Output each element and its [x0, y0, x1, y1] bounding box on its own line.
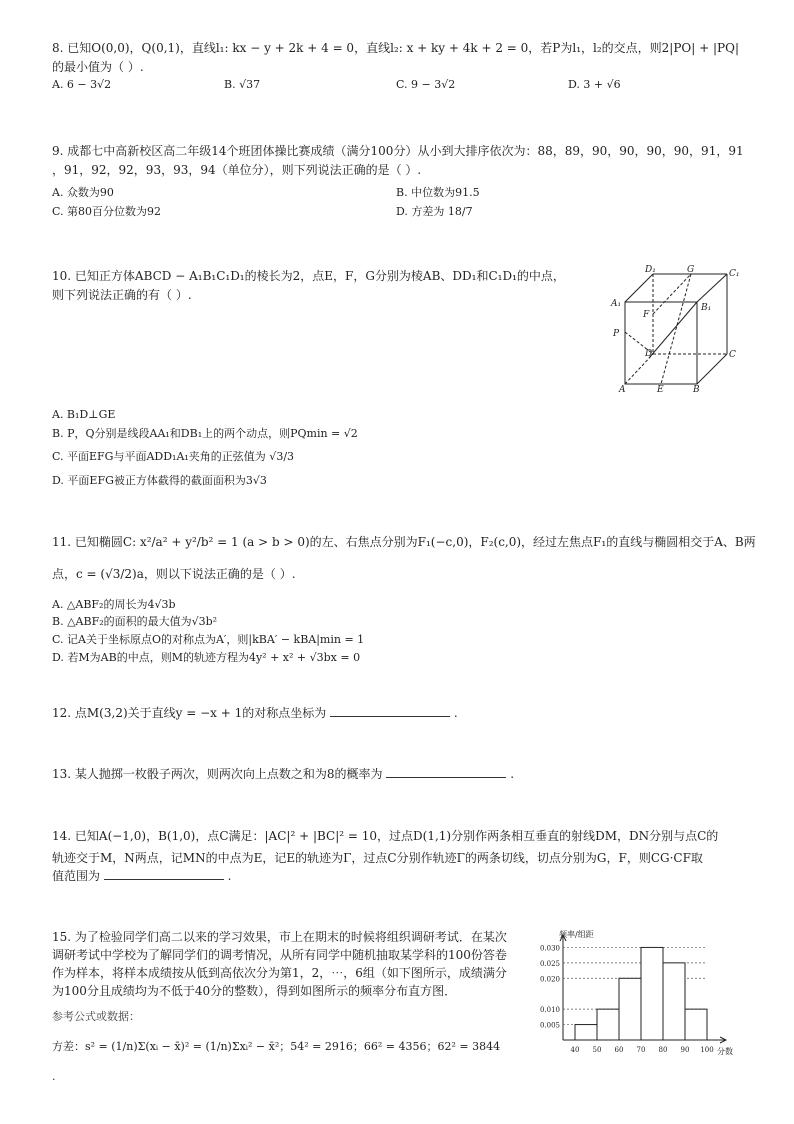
histogram-bar [575, 1025, 597, 1040]
q11-stem-line1: 11. 已知椭圆C: x²/a² + y²/b² = 1 (a > b > 0)的左、右焦点分别为F₁(−c,0)，F₂(c,0)，经过左焦点F₁的直线与椭圆相交于A、B两 [52, 535, 756, 549]
q12-text: 12. 点M(3,2)关于直线y = −x + 1的对称点坐标为 [52, 706, 327, 720]
q13-answer-blank[interactable] [386, 765, 506, 778]
histogram-y-axis-label: 频率/组距 [559, 930, 594, 939]
histogram-y-tick-label: 0.020 [539, 975, 560, 984]
label-a1: A₁ [611, 299, 622, 309]
q8-option-b: B. √37 [224, 78, 261, 91]
label-p: P [613, 329, 620, 339]
q14-stem-line2: 轨迹交于M，N两点，记MN的中点为E，记E的轨迹为Γ，过点C分别作轨迹Γ的两条切线，切点分别为G，F，则CG·CF取 [52, 851, 703, 865]
q12-stem [52, 703, 458, 723]
histogram-x-tick-label: 40 [570, 1046, 580, 1054]
histogram-y-tick-label: 0.005 [539, 1021, 560, 1030]
q15-trailing-dot: . [52, 1070, 56, 1083]
q11-option-d: D. 若M为AB的中点，则M的轨迹方程为4y² + x² + √3bx = 0 [52, 651, 361, 664]
q14-stem-line3 [52, 866, 232, 886]
histogram-x-tick-label: 90 [680, 1046, 690, 1054]
histogram-y-tick-label: 0.010 [539, 1006, 560, 1015]
histogram-bar [597, 1009, 619, 1040]
q14-stem-line1: 14. 已知A(−1,0)，B(1,0)，点C满足：|AC|² + |BC|² = 10，过点D(1,1)分别作两条相互垂直的射线DM，DN分别与点C的 [52, 829, 719, 843]
q11-option-a: A. △ABF₂的周长为4√3b [52, 598, 176, 611]
label-c1: C₁ [729, 269, 740, 279]
q14-text: 值范围为 [52, 869, 101, 883]
histogram-x-axis-label: 分数 [717, 1047, 733, 1056]
histogram-y-tick-label: 0.025 [539, 959, 560, 968]
diagonal-b1d [649, 302, 697, 358]
label-d: D [645, 349, 653, 359]
q13-period: . [510, 767, 515, 781]
label-b: B [693, 385, 700, 395]
q15-stem-line3: 作为样本，将样本成绩按从低到高依次分为第1，2，⋯，6组（如下图所示，成绩满分 [52, 966, 507, 980]
q8-option-a: A. 6 − 3√2 [52, 78, 112, 91]
frequency-histogram [525, 922, 750, 1062]
q9-option-c: C. 第80百分位数为92 [52, 205, 162, 218]
q12-answer-blank[interactable] [330, 704, 450, 717]
q15-stem-line4: 为100分且成绩均为不低于40分的整数），得到如图所示的频率分布直方图． [52, 984, 457, 998]
cube-figure [605, 262, 755, 397]
q9-option-d: D. 方差为 18/7 [396, 205, 473, 218]
label-e: E [657, 385, 664, 395]
q15-reference-label: 参考公式或数据： [52, 1010, 140, 1023]
histogram-x-tick-label: 70 [636, 1046, 646, 1054]
label-f: F [643, 310, 650, 320]
histogram-y-tick-label: 0.030 [539, 944, 560, 953]
q10-stem-line2: 则下列说法正确的有（ ）. [52, 288, 192, 302]
q11-option-c: C. 记A关于坐标原点O的对称点为A′，则|kBA′ − kBA|min = 1 [52, 633, 365, 646]
histogram-bar [619, 978, 641, 1040]
q14-period: . [227, 869, 232, 883]
q9-stem-line1: 9. 成都七中高新校区高二年级14个班团体操比赛成绩（满分100分）从小到大排序依次为：88，89，90，90，90，90，91，91 [52, 144, 744, 158]
q15-formula: 方差：s² = (1/n)Σ(xᵢ − x̄)² = (1/n)Σxᵢ² − x̄²；54² = 2916；66² = 4356；62² = 3844 [52, 1040, 501, 1053]
histogram-bar [641, 947, 663, 1040]
q9-stem-line2: ，91，92，92，93，93，94（单位分），则下列说法正确的是（ ）. [52, 163, 422, 177]
label-b1: B₁ [701, 303, 712, 313]
histogram-x-tick-label: 100 [700, 1046, 714, 1054]
label-a: A [619, 385, 626, 395]
q8-stem-line1: 8. 已知O(0,0)，Q(0,1)，直线l₁: kx − y + 2k + 4 = 0，直线l₂: x + ky + 4k + 2 = 0，若P为l₁，l₂的交点，则2|PO| + |PQ| [52, 41, 739, 55]
label-c: C [729, 350, 736, 360]
q10-option-d: D. 平面EFG被正方体截得的截面面积为3√3 [52, 474, 267, 487]
q11-stem-line2: 点，c = (√3/2)a，则以下说法正确的是（ ）. [52, 567, 296, 581]
q10-stem-line1: 10. 已知正方体ABCD − A₁B₁C₁D₁的棱长为2，点E，F，G分别为棱AB、DD₁和C₁D₁的中点， [52, 269, 565, 283]
histogram-x-tick-label: 50 [592, 1046, 602, 1054]
q10-option-b: B. P，Q分别是线段AA₁和DB₁上的两个动点，则PQmin = √2 [52, 427, 358, 440]
q14-answer-blank[interactable] [104, 867, 224, 880]
histogram-bar [663, 963, 685, 1040]
histogram-x-tick-label: 60 [614, 1046, 624, 1054]
q10-option-c: C. 平面EFG与平面ADD₁A₁夹角的正弦值为 √3/3 [52, 450, 295, 463]
q8-option-c: C. 9 − 3√2 [396, 78, 456, 91]
q15-stem-line2: 调研考试中学校为了解同学们的调考情况，从所有同学中随机抽取某学科的100份答卷 [52, 948, 507, 962]
q9-option-b: B. 中位数为91.5 [396, 186, 480, 199]
histogram-bar [685, 1009, 707, 1040]
q12-period: . [453, 706, 458, 720]
histogram-x-tick-label: 80 [658, 1046, 668, 1054]
q8-stem-line2: 的最小值为（ ）. [52, 60, 144, 74]
q11-option-b: B. △ABF₂的面积的最大值为√3b² [52, 615, 218, 628]
q10-option-a: A. B₁D⊥GE [52, 408, 116, 421]
q13-stem [52, 764, 514, 784]
label-d1: D₁ [645, 265, 656, 275]
q15-stem-line1: 15. 为了检验同学们高二以来的学习效果，市上在期末的时候将组织调研考试．在某次 [52, 930, 507, 944]
q8-option-d: D. 3 + √6 [568, 78, 621, 91]
q13-text: 13. 某人抛掷一枚骰子两次，则两次向上点数之和为8的概率为 [52, 767, 383, 781]
q9-option-a: A. 众数为90 [52, 186, 114, 199]
label-g: G [687, 265, 695, 275]
